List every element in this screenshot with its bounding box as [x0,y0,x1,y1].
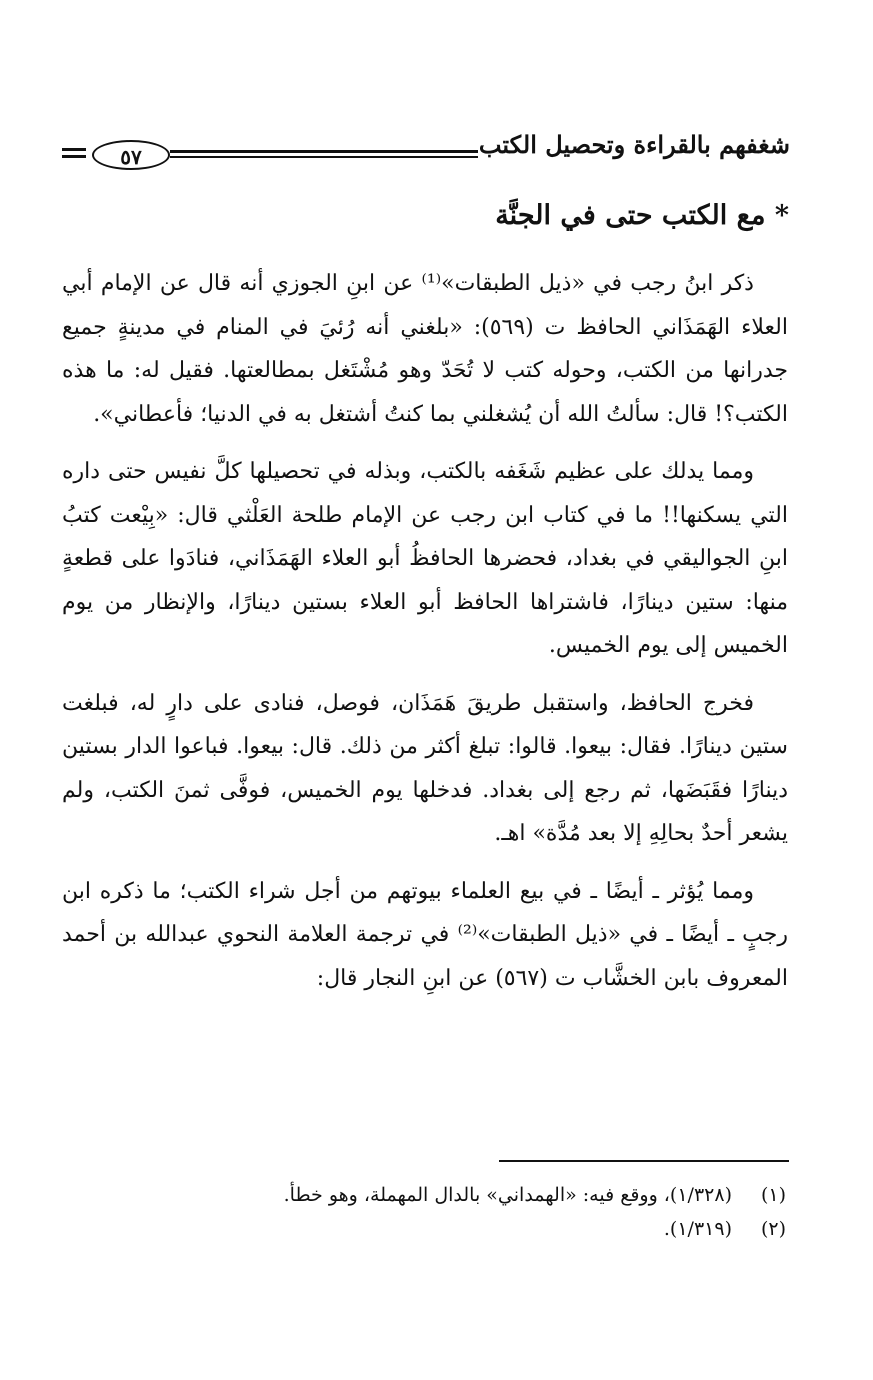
paragraph: ذكر ابنُ رجب في «ذيل الطبقات»⁽¹⁾ عن ابنِ الجوزي أنه قال عن الإمام أبي العلاء الهَمَذَاني الحافظ ت (٥٦٩): «بلغني أنه رُئيَ في المنام في مدينةٍ جميع جدرانها من الكتب، وحوله كتب لا تُحَدّ وهو مُشْتَغل بمطالعتها. فقيل له: ما هذه الكتب؟! قال: سألتُ الله أن يُشغلني بما كنتُ أشتغل به في الدنيا؛ فأعطاني». [62,271,788,427]
paragraph: ومما يُؤثر ـ أيضًا ـ في بيع العلماء بيوتهم من أجل شراء الكتب؛ ما ذكره ابن رجبٍ ـ أيضًا ـ في «ذيل الطبقات»⁽²⁾ في ترجمة العلامة النحوي عبدالله بن أحمد المعروف بابن الخشَّاب ت (٥٦٧) عن ابنِ النجار قال: [62,878,788,991]
section-heading: * مع الكتب حتى في الجنَّة [495,200,789,231]
header-rule [170,150,478,161]
paragraph: ومما يدلك على عظيم شَغَفه بالكتب، وبذله في تحصيلها كلَّ نفيس حتى داره التي يسكنها!! ما في كتاب ابن رجب عن الإمام طلحة العَلْثي قال: «بِيْعت كتبُ ابنِ الجواليقي في بغداد، فحضرها الحافظُ أبو العلاء الهَمَذَاني، فنادَوا على قطعةٍ منها: ستين دينارًا، فاشتراها الحافظ أبو العلاء بستين دينارًا، والإنظار من يوم الخميس إلى يوم الخميس. [62,459,788,658]
footnote [62,1178,786,1212]
header-ornament [62,148,86,162]
running-title: شغفهم بالقراءة وتحصيل الكتب [478,130,790,159]
footnote-separator [499,1160,789,1162]
footnote [62,1212,786,1246]
running-header [62,128,790,176]
footnote-text: (١/٣١٩). [663,1218,732,1240]
footnote-text: (١/٣٢٨)، ووقع فيه: «الهمداني» بالدال المهملة، وهو خطأ. [283,1184,732,1206]
paragraph: فخرج الحافظ، واستقبل طريقَ هَمَذَان، فوصل، فنادى على دارٍ له، فبلغت ستين دينارًا. فقال: بيعوا. قالوا: تبلغ أكثر من ذلك. قال: بيعوا. فباعوا الدار بستين دينارًا فقَبَضَها، ثم رجع إلى بغداد. فدخلها يوم الخميس، فوفَّى ثمنَ الكتب، ولم يشعر أحدٌ بحالِهِ إلا بعد مُدَّة» اهـ. [62,690,788,846]
footnote-number: (١) [760,1184,786,1206]
footnotes [62,1178,786,1246]
footnote-number: (٢) [760,1218,786,1240]
body-text [62,262,788,1000]
page-number: ٥٧ [92,140,170,170]
